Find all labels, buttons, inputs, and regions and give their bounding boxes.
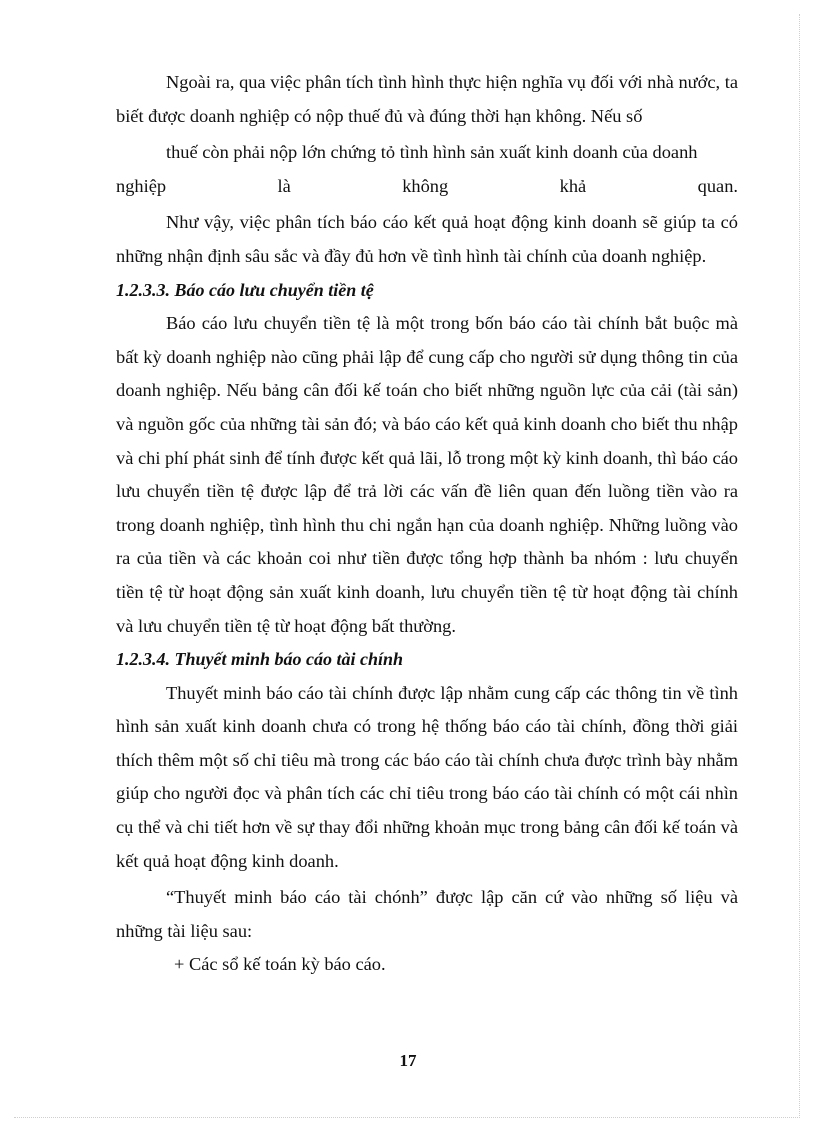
paragraph-tax-payable-line1: thuế còn phải nộp lớn chứng tỏ tình hình sản xuất kinh doanh của doanh — [166, 142, 698, 163]
document-body — [116, 66, 738, 982]
paragraph-cash-flow-statement: Báo cáo lưu chuyển tiền tệ là một trong bốn báo cáo tài chính bắt buộc mà bất kỳ doanh nghiệp nào cũng phải lập để cung cấp cho người sử dụng thông tin của doanh nghiệp. Nếu bảng cân đối kế toán cho biết những nguồn lực của cải (tài sản) và nguồn gốc của những tài sản đó; và báo cáo kết quả kinh doanh cho biết thu nhập và chi phí phát sinh để tính được kết quả lãi, lỗ trong một kỳ kinh doanh, thì báo cáo lưu chuyển tiền tệ được lập để trả lời các vấn đề liên quan đến luồng tiền vào ra trong doanh nghiệp, tình hình thu chi ngắn hạn của doanh nghiệp. Những luồng vào ra của tiền và các khoản coi như tiền được tổng hợp thành ba nhóm : lưu chuyển tiền tệ từ hoạt động sản xuất kinh doanh, lưu chuyển tiền tệ từ hoạt động tài chính và lưu chuyển tiền tệ từ hoạt động bất thường. — [116, 313, 738, 636]
section-heading-cash-flow: 1.2.3.3. Báo cáo lưu chuyển tiền tệ — [116, 279, 374, 300]
section-heading-financial-notes: 1.2.3.4. Thuyết minh báo cáo tài chính — [116, 649, 404, 670]
page-number: 17 — [399, 1051, 417, 1070]
list-item-accounting-books: + Các sổ kế toán kỳ báo cáo. — [174, 954, 386, 975]
paragraph-income-statement-summary: Như vậy, việc phân tích báo cáo kết quả hoạt động kinh doanh sẽ giúp ta có những nhận định sâu sắc và đầy đủ hơn về tình hình tài chính của doanh nghiệp. — [116, 212, 738, 266]
paragraph-tax-obligation: Ngoài ra, qua việc phân tích tình hình thực hiện nghĩa vụ đối với nhà nước, ta biết được doanh nghiệp có nộp thuế đủ và đúng thời hạn không. Nếu số — [116, 72, 738, 126]
paragraph-financial-notes: Thuyết minh báo cáo tài chính được lập nhằm cung cấp các thông tin về tình hình sản xuất kinh doanh chưa có trong hệ thống báo cáo tài chính, đồng thời giải thích thêm một số chỉ tiêu mà trong các báo cáo tài chính chưa được trình bày nhằm giúp cho người đọc và phân tích các chỉ tiêu trong báo cáo tài chính có một cái nhìn cụ thể và chi tiết hơn về sự thay đổi những khoản mục trong bảng cân đối kế toán và kết quả hoạt động kinh doanh. — [116, 682, 738, 871]
paragraph-notes-sources: “Thuyết minh báo cáo tài chónh” được lập căn cứ vào những số liệu và những tài liệu sau: — [116, 887, 738, 941]
paragraph-tax-payable-line2: nghiệp là không khả quan. — [116, 175, 738, 196]
